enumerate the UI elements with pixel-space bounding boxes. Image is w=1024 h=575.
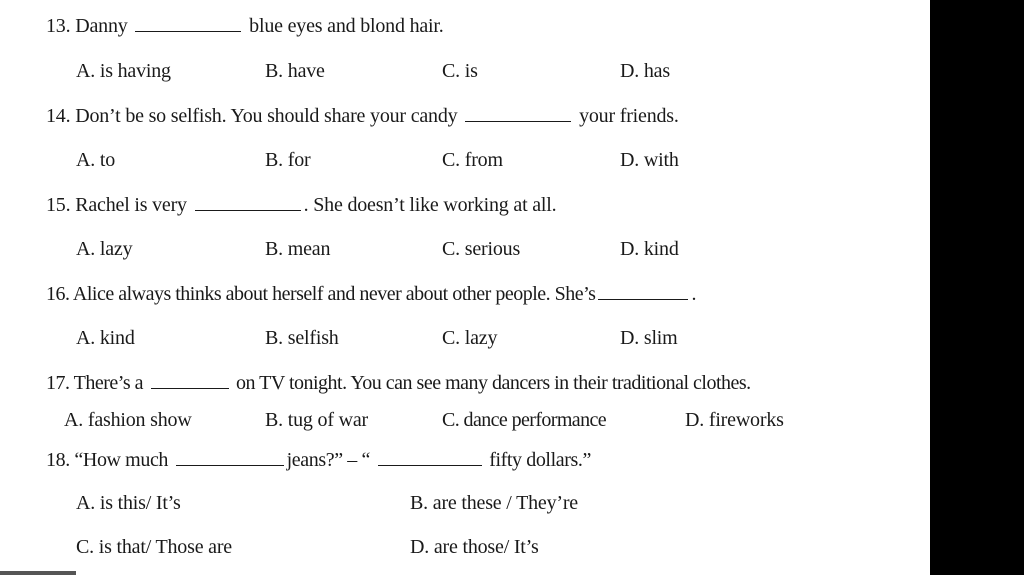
option-b[interactable] [265, 148, 311, 172]
option-letter: B. [265, 149, 283, 171]
option-text: is this/ It’s [99, 492, 181, 514]
answer-blank[interactable] [465, 105, 571, 122]
option-letter: B. [265, 238, 283, 260]
option-letter: C. [442, 149, 460, 171]
answer-blank[interactable] [135, 15, 241, 32]
question-text-after: on TV tonight. You can see many dancers in their traditional clothes. [236, 372, 751, 394]
option-letter: A. [76, 149, 96, 171]
option-a[interactable] [76, 491, 181, 515]
option-text: are these / They’re [432, 492, 578, 514]
question-text-before: Rachel is very [75, 194, 187, 216]
option-c[interactable] [76, 535, 232, 559]
question-text-after: blue eyes and blond hair. [249, 15, 444, 37]
question-number: 14. [46, 105, 71, 127]
question-text-before: Alice always thinks about herself and never about other people. She’s [72, 283, 596, 305]
option-b[interactable] [265, 408, 368, 432]
question-number: 17. [46, 372, 70, 394]
option-letter: B. [265, 327, 283, 349]
option-letter: C. [442, 238, 460, 260]
option-text: is having [99, 60, 171, 82]
question-text-after: . [691, 283, 696, 305]
option-c[interactable] [442, 148, 503, 172]
option-b[interactable] [265, 59, 325, 83]
option-text: dance performance [463, 409, 607, 431]
option-b[interactable] [265, 326, 339, 350]
option-letter: A. [64, 409, 84, 431]
option-letter: B. [265, 409, 283, 431]
option-letter: C. [442, 327, 460, 349]
right-black-bar [930, 0, 1024, 575]
option-d[interactable] [620, 148, 679, 172]
answer-blank-1[interactable] [176, 449, 284, 466]
question-18 [46, 448, 591, 472]
option-c[interactable] [442, 326, 497, 350]
question-16 [46, 282, 696, 306]
answer-blank-2[interactable] [378, 449, 482, 466]
option-d[interactable] [685, 408, 784, 432]
option-text: is [464, 60, 478, 82]
option-letter: C. [442, 60, 460, 82]
option-text: have [287, 60, 325, 82]
option-letter: D. [410, 536, 430, 558]
option-a[interactable] [76, 237, 132, 261]
option-text: has [643, 60, 670, 82]
option-text: for [287, 149, 311, 171]
question-text-before: Danny [75, 15, 128, 37]
option-letter: A. [76, 60, 96, 82]
option-text: kind [643, 238, 679, 260]
question-text-before: Don’t be so selfish. You should share your candy [75, 105, 458, 127]
option-letter: A. [76, 238, 96, 260]
question-17 [46, 371, 751, 395]
option-c[interactable] [442, 408, 606, 432]
option-d[interactable] [620, 59, 670, 83]
question-text-after: your friends. [579, 105, 679, 127]
option-text: lazy [464, 327, 498, 349]
answer-blank[interactable] [598, 283, 688, 300]
option-letter: B. [410, 492, 428, 514]
option-letter: D. [620, 149, 640, 171]
option-text: is that/ Those are [98, 536, 232, 558]
option-c[interactable] [442, 237, 520, 261]
option-text: with [643, 149, 679, 171]
question-15 [46, 193, 556, 217]
option-a[interactable] [76, 59, 171, 83]
question-14 [46, 104, 679, 128]
option-letter: D. [620, 327, 640, 349]
option-letter: D. [620, 60, 640, 82]
option-a[interactable] [76, 148, 115, 172]
question-text-part2: jeans?” – “ [286, 449, 370, 471]
option-text: from [464, 149, 503, 171]
question-number: 18. [46, 449, 70, 471]
option-d[interactable] [410, 535, 539, 559]
question-number: 16. [46, 283, 70, 305]
option-b[interactable] [410, 491, 578, 515]
question-text-part3: fifty dollars.” [489, 449, 591, 471]
option-letter: C. [76, 536, 94, 558]
question-text-after: . She doesn’t like working at all. [303, 194, 557, 216]
option-letter: C. [442, 409, 460, 431]
bottom-edge-mark [0, 571, 76, 575]
answer-blank[interactable] [151, 372, 229, 389]
option-text: tug of war [287, 409, 368, 431]
option-b[interactable] [265, 237, 330, 261]
option-text: selfish [287, 327, 339, 349]
question-text-before: There’s a [73, 372, 143, 394]
question-13 [46, 14, 444, 38]
option-letter: A. [76, 327, 96, 349]
option-text: slim [643, 327, 678, 349]
option-text: are those/ It’s [433, 536, 539, 558]
question-number: 13. [46, 15, 71, 37]
option-letter: B. [265, 60, 283, 82]
option-text: serious [464, 238, 521, 260]
option-a[interactable] [64, 408, 192, 432]
option-text: fashion show [87, 409, 192, 431]
option-a[interactable] [76, 326, 135, 350]
option-text: mean [287, 238, 331, 260]
option-letter: D. [620, 238, 640, 260]
option-letter: A. [76, 492, 96, 514]
option-d[interactable] [620, 237, 679, 261]
option-text: kind [99, 327, 135, 349]
option-text: to [99, 149, 116, 171]
option-text: fireworks [708, 409, 784, 431]
answer-blank[interactable] [195, 194, 301, 211]
option-text: lazy [99, 238, 133, 260]
option-d[interactable] [620, 326, 678, 350]
option-c[interactable] [442, 59, 478, 83]
question-number: 15. [46, 194, 71, 216]
option-letter: D. [685, 409, 705, 431]
question-text-part1: “How much [74, 449, 169, 471]
